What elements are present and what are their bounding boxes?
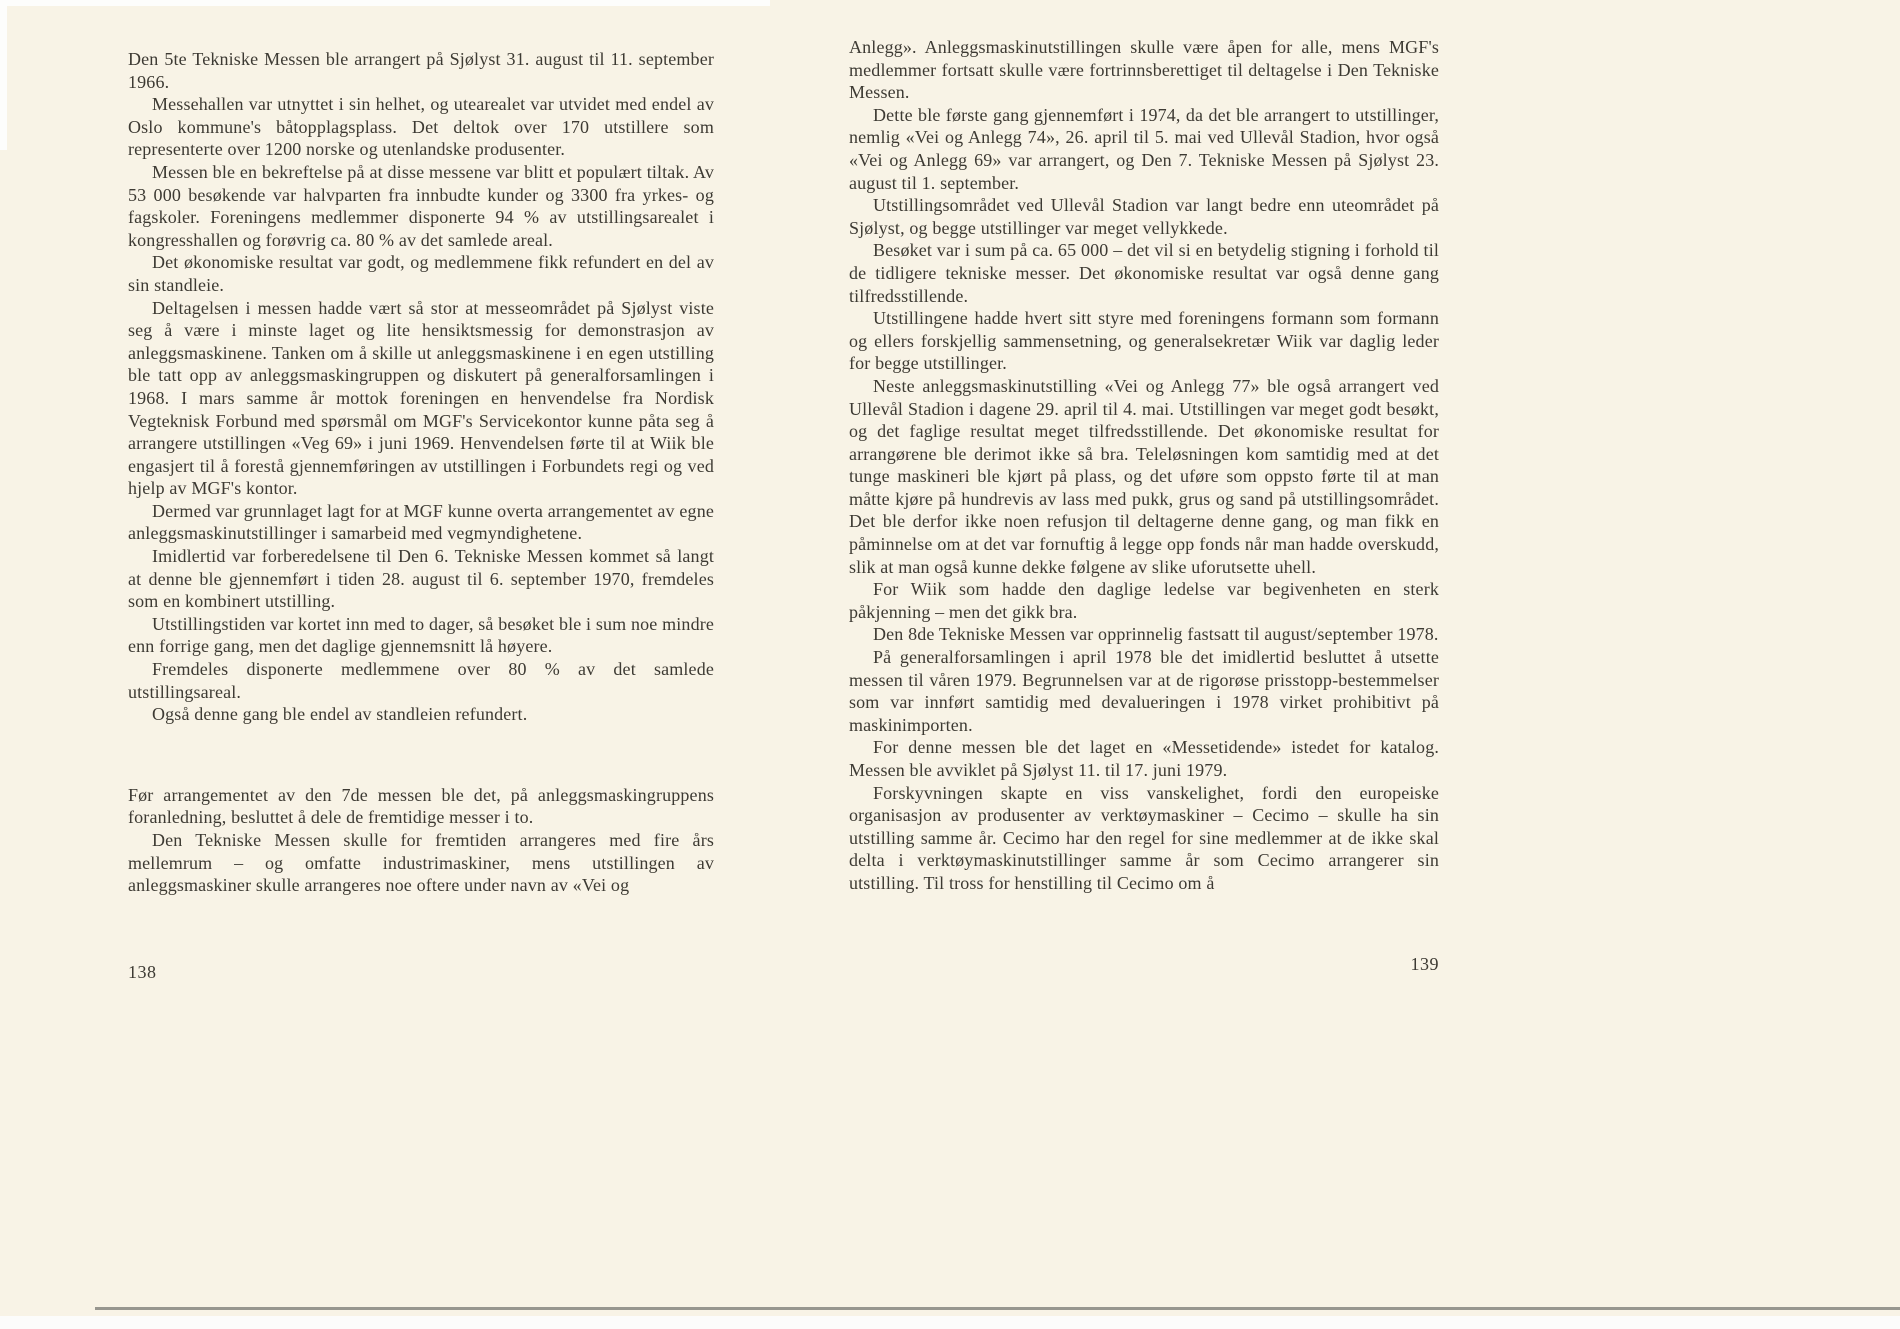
paragraph: På generalforsamlingen i april 1978 ble det imidlertid besluttet å utsette messen til våren 1979. Begrunnelsen var at de rigorøse prisstopp-bestemmelser som var innført samtidig med devalueringen i 1978 virket prohibitivt på maskinimporten. — [849, 647, 1439, 735]
scan-edge-line — [95, 1307, 1900, 1310]
paragraph: For Wiik som hadde den daglige ledelse var begivenheten en sterk påkjenning – men det gikk bra. — [849, 579, 1439, 622]
paragraph: Messen ble en bekreftelse på at disse messene var blitt et populært tiltak. Av 53 000 besøkende var halvparten fra innbudte kunder og 3300 fra yrkes- og fagskoler. Foreningens medlemmer disponerte 94 % av utstillingsarealet i kongresshallen og forøvrig ca. 80 % av det samlede areal. — [128, 161, 714, 250]
paragraph: Den Tekniske Messen skulle for fremtiden arrangeres med fire års mellemrum – og omfatte industrimaskiner, mens utstillingen av anleggsmaskiner skulle arrangeres noe oftere under navn av «Vei og — [128, 830, 714, 896]
scan-edge-top — [0, 0, 770, 6]
paragraph: Den 8de Tekniske Messen var opprinnelig fastsatt til august/september 1978. — [873, 624, 1439, 645]
paragraph: Anlegg». Anleggsmaskinutstillingen skulle være åpen for alle, mens MGF's medlemmer fortsatt skulle være fortrinnsberettiget til deltagelse i Den Tekniske Messen. — [849, 37, 1439, 103]
paragraph: Deltagelsen i messen hadde vært så stor at messeområdet på Sjølyst viste seg å være i minste laget og lite hensiktsmessig for demonstrasjon av anleggsmaskinene. Tanken om å skille ut anleggsmaskinene i en egen utstilling ble tatt opp av anleggsmaskingruppen og diskutert på generalforsamlingen i 1968. I mars samme år mottok foreningen en henvendelse fra Nordisk Vegteknisk Forbund med spørsmål om MGF's Servicekontor kunne påta seg å arrangere utstillingen «Veg 69» i juni 1969. Henvendelsen førte til at Wiik ble engasjert til å forestå gjennemføringen av utstillingen i Forbundets regi og ved hjelp av MGF's kontor. — [128, 297, 714, 499]
paragraph: Fremdeles disponerte medlemmene over 80 % av det samlede utstillingsareal. — [128, 659, 714, 702]
paragraph: Neste anleggsmaskinutstilling «Vei og Anlegg 77» ble også arrangert ved Ullevål Stadion i dagene 29. april til 4. mai. Utstillingen var meget godt besøkt, og det faglige resultat meget tilfredsstillende. Det økonomiske resultat for arrangørene ble derimot ikke så bra. Teleløsningen kom samtidig med at det tunge maskineri ble kjørt på plass, og det uføre som oppsto førte til at man måtte kjøre på hundrevis av lass med pukk, grus og sand på utstillingsområdet. Det ble derfor ikke noen refusjon til deltagerne denne gang, og man fikk en påminnelse om at det var fornuftig å legge opp fonds når man hadde overskudd, slik at man også kunne dekke følgene av slike uforutsette uhell. — [849, 375, 1439, 577]
paragraph: Før arrangementet av den 7de messen ble det, på anleggsmaskingruppens foranledning, besluttet å dele de fremtidige messer i to. — [128, 784, 714, 828]
scan-edge-bottom — [0, 1316, 1900, 1329]
paragraph: Dermed var grunnlaget lagt for at MGF kunne overta arrangementet av egne anleggsmaskinutstillinger i samarbeid med vegmyndighetene. — [128, 500, 714, 544]
paragraph: Det økonomiske resultat var godt, og medlemmene fikk refundert en del av sin standleie. — [128, 252, 714, 295]
right-page-number: 139 — [1410, 954, 1439, 974]
scan-edge-left — [0, 0, 7, 150]
paragraph: Forskyvningen skapte en viss vanskelighet, fordi den europeiske organisasjon av produsenter av verktøymaskiner – Cecimo – skulle ha sin utstilling samme år. Cecimo har den regel for sine medlemmer at de ikke skal delta i verktøymaskinutstillinger samme år som Cecimo arrangerer sin utstilling. Til tross for henstilling til Cecimo om å — [849, 782, 1439, 893]
paragraph: Også denne gang ble endel av standleien refundert. — [152, 704, 528, 725]
left-page-text — [128, 48, 714, 897]
paragraph: Imidlertid var forberedelsene til Den 6. Tekniske Messen kommet så langt at denne ble gjennemført i tiden 28. august til 6. september 1970, fremdeles som en kombinert utstilling. — [128, 546, 714, 612]
paragraph: Messehallen var utnyttet i sin helhet, og utearealet var utvidet med endel av Oslo kommune's båtopplagsplass. Det deltok over 170 utstillere som representerte over 1200 norske og utenlandske produsenter. — [128, 94, 714, 160]
paragraph: Utstillingsområdet ved Ullevål Stadion var langt bedre enn uteområdet på Sjølyst, og begge utstillinger var meget vellykkede. — [849, 195, 1439, 238]
paragraph: Den 5te Tekniske Messen ble arrangert på Sjølyst 31. august til 11. september 1966. — [128, 49, 714, 92]
right-page-text — [849, 36, 1439, 895]
paragraph: Utstillingstiden var kortet inn med to dager, så besøket ble i sum noe mindre enn forrige gang, men det daglige gjennemsnitt lå høyere. — [128, 613, 714, 657]
paragraph: For denne messen ble det laget en «Messetidende» istedet for katalog. Messen ble avviklet på Sjølyst 11. til 17. juni 1979. — [849, 737, 1439, 780]
left-page-number: 138 — [128, 962, 157, 982]
paragraph: Dette ble første gang gjennemført i 1974, da det ble arrangert to utstillinger, nemlig «Vei og Anlegg 74», 26. april til 5. mai ved Ullevål Stadion, hvor også «Vei og Anlegg 69» var arrangert, og Den 7. Tekniske Messen på Sjølyst 23. august til 1. september. — [849, 104, 1439, 193]
paragraph: Utstillingene hadde hvert sitt styre med foreningens formann som formann og ellers forskjellig sammensetning, og generalsekretær Wiik var daglig leder for begge utstillinger. — [849, 308, 1439, 374]
paragraph: Besøket var i sum på ca. 65 000 – det vil si en betydelig stigning i forhold til de tidligere tekniske messer. Det økonomiske resultat var også denne gang tilfredsstillende. — [849, 240, 1439, 306]
